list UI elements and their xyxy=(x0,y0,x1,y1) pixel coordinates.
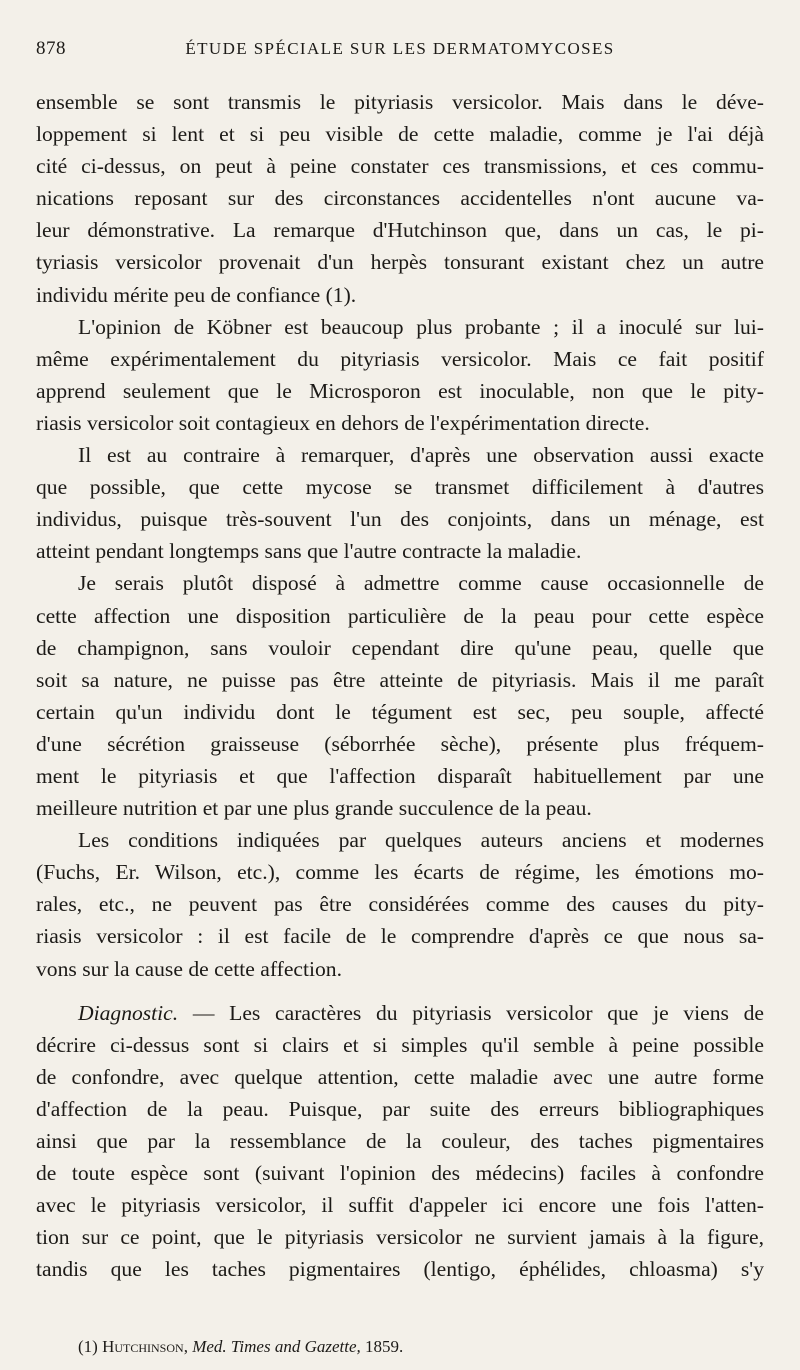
text-line: d'affection de la peau. Puisque, par suite des erreurs bibliographiques xyxy=(36,1096,764,1121)
footnote xyxy=(78,1337,403,1357)
page-number: 878 xyxy=(36,38,66,59)
text-line: riasis versicolor soit contagieux en dehors de l'expérimentation directe. xyxy=(36,410,650,435)
text-line: Les conditions indiquées par quelques auteurs anciens et modernes xyxy=(78,828,764,853)
text-line: Il est au contraire à remarquer, d'après une observation aussi exacte xyxy=(78,443,764,468)
text-line: cette affection une disposition particulière de la peau pour cette espèce xyxy=(36,603,764,628)
text-line: individu mérite peu de confiance (1). xyxy=(36,282,357,307)
footnote-year: 1859. xyxy=(365,1337,404,1356)
text-line: nications reposant sur des circonstances accidentelles n'ont aucune va- xyxy=(36,186,764,211)
text-line: ment le pityriasis et que l'affection disparaît habituellement par une xyxy=(36,763,764,788)
text-line: individus, puisque très-souvent l'un des conjoints, dans un ménage, est xyxy=(36,507,764,532)
running-title: ÉTUDE SPÉCIALE SUR LES DERMATOMYCOSES xyxy=(185,39,615,58)
text-line: que possible, que cette mycose se transmet difficilement à d'autres xyxy=(36,475,764,500)
text-line: Je serais plutôt disposé à admettre comme cause occasionnelle de xyxy=(78,571,764,596)
footnote-marker: (1) xyxy=(78,1337,98,1356)
text-line: tyriasis versicolor provenait d'un herpès tonsurant existant chez un autre xyxy=(36,250,764,275)
text-line: loppement si lent et si peu visible de cette maladie, comme je l'ai déjà xyxy=(36,122,764,147)
text-line: de toute espèce sont (suivant l'opinion des médecins) faciles à confondre xyxy=(36,1161,764,1186)
text-line: vons sur la cause de cette affection. xyxy=(36,956,342,981)
text-line: de confondre, avec quelque attention, cette maladie avec une autre forme xyxy=(36,1064,764,1089)
text-line: ainsi que par la ressemblance de la couleur, des taches pigmentaires xyxy=(36,1129,764,1153)
text-line: de champignon, sans vouloir cependant dire qu'une peau, quelle que xyxy=(36,635,764,660)
text-line: atteint pendant longtemps sans que l'autre contracte la maladie. xyxy=(36,539,582,564)
text-line: soit sa nature, ne puisse pas être atteinte de pityriasis. Mais il me paraît xyxy=(36,667,764,692)
text-line: meilleure nutrition et par une plus grande succulence de la peau. xyxy=(36,796,592,821)
section-heading: Diagnostic. xyxy=(78,1000,179,1025)
text-line: tandis que les taches pigmentaires (lentigo, éphélides, chloasma) s'y xyxy=(36,1257,764,1282)
text-line: cité ci-dessus, on peut à peine constater ces transmissions, et ces commu- xyxy=(36,154,764,179)
text-line: (Fuchs, Er. Wilson, etc.), comme les écarts de régime, les émotions mo- xyxy=(36,860,764,885)
text-line: avec le pityriasis versicolor, il suffit d'appeler ici encore une fois l'atten- xyxy=(36,1193,764,1218)
text-line: L'opinion de Köbner est beaucoup plus probante ; il a inoculé sur lui- xyxy=(78,314,764,339)
text-line: apprend seulement que le Microsporon est inoculable, non que le pity- xyxy=(36,378,764,403)
text-line: même expérimentalement du pityriasis versicolor. Mais ce fait positif xyxy=(36,346,764,371)
running-head xyxy=(36,38,764,64)
section-gap xyxy=(36,985,764,997)
text-line: rales, etc., ne peuvent pas être considérées comme des causes du pity- xyxy=(36,892,764,917)
text-line: riasis versicolor : il est facile de le comprendre d'après ce que nous sa- xyxy=(36,924,764,949)
text-line xyxy=(36,997,764,1029)
text-line: ensemble se sont transmis le pityriasis versicolor. Mais dans le déve- xyxy=(36,90,764,114)
body-text xyxy=(36,86,764,1285)
heading-line-text: — Les caractères du pityriasis versicolor que je viens de xyxy=(192,1000,764,1025)
text-line: d'une sécrétion graisseuse (séborrhée sèche), présente plus fréquem- xyxy=(36,731,764,756)
text-line: certain qu'un individu dont le tégument est sec, peu souple, affecté xyxy=(36,699,764,724)
text-line: décrire ci-dessus sont si clairs et si simples qu'il semble à peine possible xyxy=(36,1032,764,1057)
footnote-author: Hutchinson, xyxy=(102,1337,188,1356)
footnote-journal: Med. Times and Gazette, xyxy=(192,1337,361,1356)
text-line: leur démonstrative. La remarque d'Hutchinson que, dans un cas, le pi- xyxy=(36,218,764,243)
text-line: tion sur ce point, que le pityriasis versicolor ne survient jamais à la figure, xyxy=(36,1225,764,1250)
